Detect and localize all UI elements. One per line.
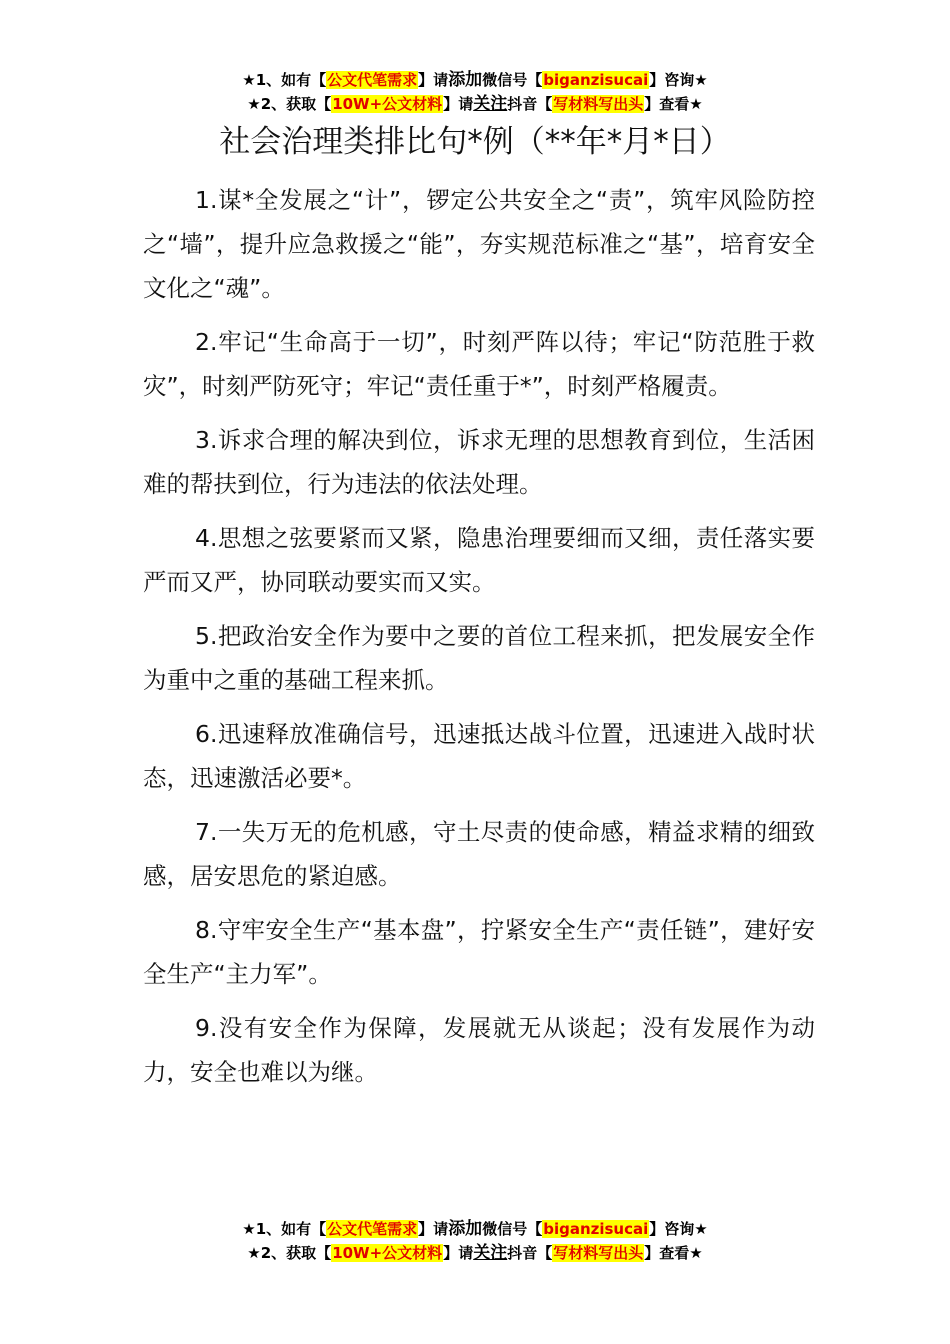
- document-title: 社会治理类排比句*例（**年*月*日）: [219, 124, 731, 160]
- banner-highlight: biganzisucai: [543, 71, 649, 89]
- banner-highlight: 公文代笔需求: [327, 71, 418, 89]
- banner-highlight: 公文代笔需求: [327, 1220, 418, 1238]
- paragraph: 5.把政治安全作为要中之要的首位工程来抓，把发展安全作为重中之重的基础工程来抓。: [143, 622, 815, 694]
- paragraph: 4.思想之弦要紧而又紧，隐患治理要细而又细，责任落实要严而又严，协同联动要实而又实。: [143, 524, 815, 596]
- banner-highlight: 10W+公文材料: [332, 95, 443, 113]
- paragraph: 6.迅速释放准确信号，迅速抵达战斗位置，迅速进入战时状态，迅速激活必要*。: [143, 720, 815, 792]
- banner-line-1: ★1、如有【公文代笔需求】请添加微信号【biganzisucai】咨询★: [242, 1219, 708, 1239]
- banner-highlight: 写材料写出头: [553, 1244, 644, 1262]
- paragraph: 2.牢记“生命高于一切”，时刻严阵以待；牢记“防范胜于救灾”，时刻严防死守；牢记“责任重于*”，时刻严格履责。: [143, 328, 815, 400]
- paragraph: 1.谋*全发展之“计”，锣定公共安全之“责”，筑牢风险防控之“墙”，提升应急救援之“能”，夯实规范标准之“基”，培育安全文化之“魂”。: [143, 186, 815, 302]
- banner-highlight: 写材料写出头: [553, 95, 644, 113]
- paragraph: 9.没有安全作为保障，发展就无从谈起；没有发展作为动力，安全也难以为继。: [143, 1014, 815, 1086]
- banner-highlight: 10W+公文材料: [332, 1244, 443, 1262]
- document-body: [143, 178, 815, 1104]
- banner-highlight: biganzisucai: [543, 1220, 649, 1238]
- paragraph: 3.诉求合理的解决到位，诉求无理的思想教育到位，生活困难的帮扶到位，行为违法的依法处理。: [143, 426, 815, 498]
- banner-line-2: ★2、获取【10W+公文材料】请关注抖音【写材料写出头】查看★: [247, 1243, 703, 1263]
- paragraph: 7.一失万无的危机感，守土尽责的使命感，精益求精的细致感，居安思危的紧迫感。: [143, 818, 815, 890]
- banner-line-1: ★1、如有【公文代笔需求】请添加微信号【biganzisucai】咨询★: [242, 70, 708, 90]
- banner-line-2: ★2、获取【10W+公文材料】请关注抖音【写材料写出头】查看★: [247, 94, 703, 114]
- footer-banner: [0, 1217, 950, 1265]
- paragraph: 8.守牢安全生产“基本盘”，拧紧安全生产“责任链”，建好安全生产“主力军”。: [143, 916, 815, 988]
- header-banner: [0, 68, 950, 116]
